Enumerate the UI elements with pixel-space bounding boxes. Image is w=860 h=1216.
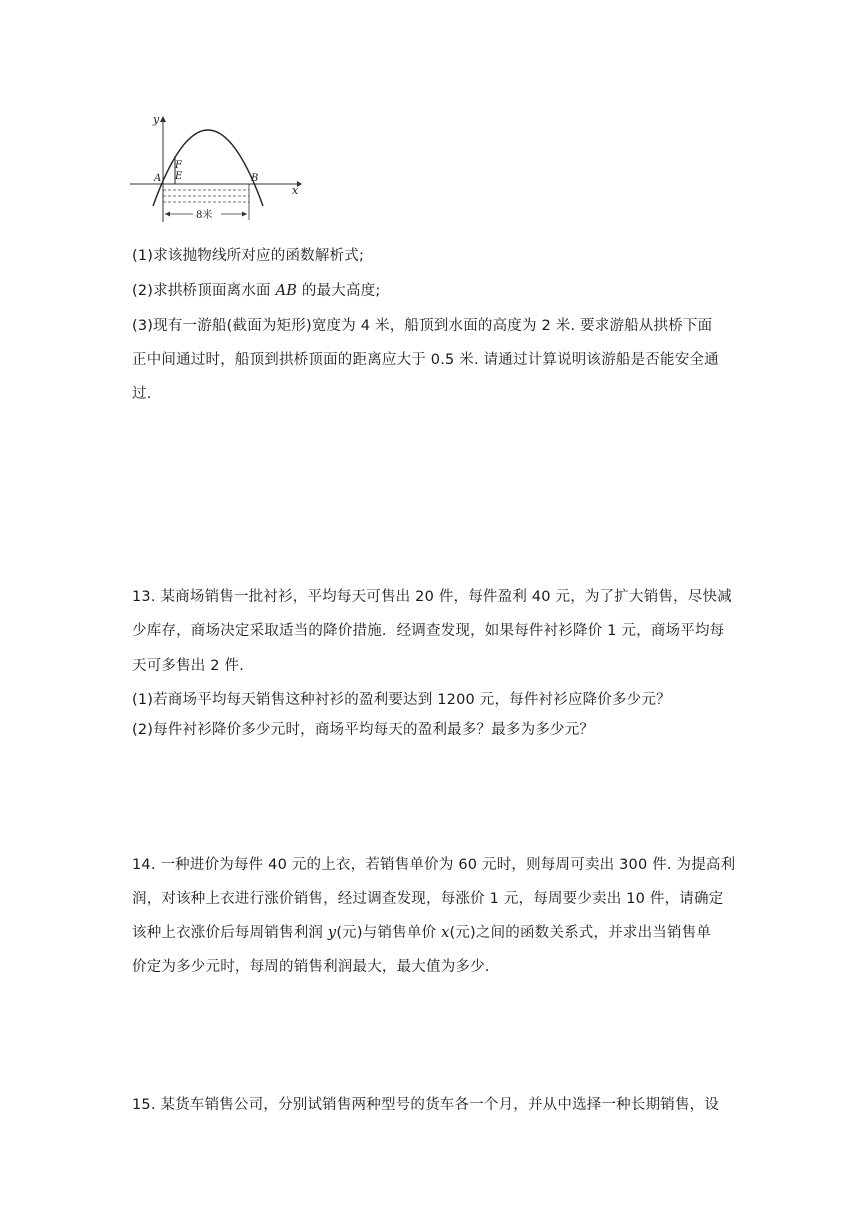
y-axis-arrow <box>160 116 166 122</box>
label-e: E <box>175 171 183 182</box>
label-x: x <box>292 184 299 197</box>
p14-line3-a: 该种上衣涨价后每周销售利润 <box>132 925 328 941</box>
p12-q3-line1: (3)现有一游船(截面为矩形)宽度为 4 米，船顶到水面的高度为 2 米. 要求游船从拱桥下面 <box>132 318 713 334</box>
p14-line3 <box>132 923 732 943</box>
p14-var-x: x <box>441 925 450 941</box>
p12-q3-line2: 正中间通过时，船顶到拱桥顶面的距离应大于 0.5 米. 请通过计算说明该游船是否能安全通 <box>132 352 719 368</box>
p12-q2-ab: AB <box>275 283 298 299</box>
p14-line3-b: (元)与销售单价 <box>336 925 442 941</box>
p14-var-y: y <box>327 925 337 941</box>
label-f: F <box>175 160 182 171</box>
width-arrow-right <box>242 212 247 217</box>
parabola-curve <box>153 130 263 206</box>
p12-q2 <box>132 281 732 301</box>
p13-q1: (1)若商场平均每天销售这种衬衫的盈利要达到 1200 元，每件衬衫应降价多少元？ <box>132 692 671 708</box>
p13-q2: (2)每件衬衫降价多少元时，商场平均每天的盈利最多？最多为多少元？ <box>132 722 595 738</box>
p12-q2-text-a: (2)求拱桥顶面离水面 <box>132 283 276 299</box>
label-a: A <box>154 173 162 184</box>
p12-q1: (1)求该抛物线所对应的函数解析式; <box>132 248 365 264</box>
p13-line3: 天可多售出 2 件． <box>132 658 254 674</box>
p12-q3-line3: 过. <box>132 386 152 402</box>
p15-line1: 15. 某货车销售公司，分别试销售两种型号的货车各一个月，并从中选择一种长期销售，设 <box>132 1097 720 1113</box>
parabola-diagram <box>125 110 305 230</box>
label-b: B <box>251 173 259 184</box>
p14-line4: 价定为多少元时，每周的销售利润最大，最大值为多少. <box>132 959 490 975</box>
p12-q2-text-b: 的最大高度; <box>297 283 381 299</box>
p14-line1: 14. 一种进价为每件 40 元的上衣，若销售单价为 60 元时，则每周可卖出 300 件. 为提高利 <box>132 857 736 873</box>
p13-line1: 13. 某商场销售一批衬衫，平均每天可售出 20 件，每件盈利 40 元，为了扩大销售，尽快减 <box>132 589 732 605</box>
p14-line2: 润，对该种上衣进行涨价销售，经过调查发现，每涨价 1 元，每周要少卖出 10 件，请确定 <box>132 891 724 907</box>
width-arrow-left <box>165 212 170 217</box>
parabola-bridge-figure <box>125 110 305 230</box>
p14-line3-c: (元)之间的函数关系式，并求出当销售单 <box>449 925 712 941</box>
p13-line2: 少库存，商场决定采取适当的降价措施．经调查发现，如果每件衬衫降价 1 元，商场平均每 <box>132 623 725 639</box>
label-y: y <box>153 113 160 126</box>
label-width: 8米 <box>196 210 213 221</box>
